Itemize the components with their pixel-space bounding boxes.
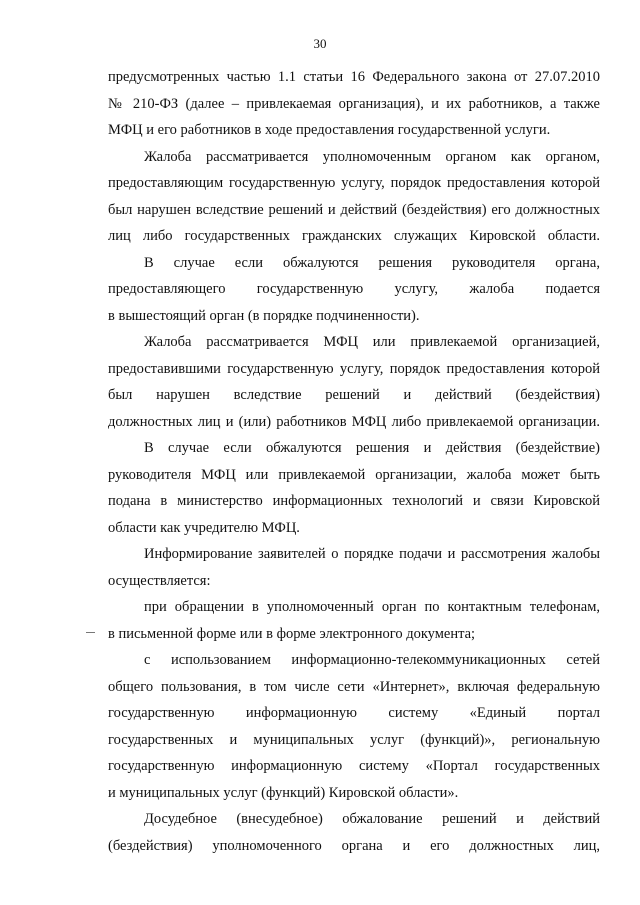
text-line: предусмотренных частью 1.1 статьи 16 Федерального закона от 27.07.2010 [108, 69, 600, 85]
text-line: был нарушен вследствие решений и действий (бездействия) [108, 387, 600, 403]
text-line: (бездействия) уполномоченного органа и его должностных лиц, [108, 838, 600, 854]
text-line: Досудебное (внесудебное) обжалование решений и действий [144, 811, 600, 827]
text-line: при обращении в уполномоченный орган по контактным телефонам, [144, 599, 600, 615]
page-number: 30 [313, 36, 327, 51]
text-line: № 210-ФЗ (далее – привлекаемая организация), и их работников, а также [108, 96, 600, 112]
text-line: предоставляющего государственную услугу, жалоба подается [108, 281, 600, 297]
text-line: области как учредителю МФЦ. [108, 520, 300, 536]
text-line: Жалоба рассматривается уполномоченным органом как органом, [144, 149, 600, 165]
text-line: предоставившими государственную услугу, порядок предоставления которой [108, 361, 600, 377]
text-line: был нарушен вследствие решений и действий (бездействия) его должностных [108, 202, 600, 218]
text-line: В случае если обжалуются решения руководителя органа, [144, 255, 600, 271]
text-line: лиц либо государственных гражданских служащих Кировской области. [108, 228, 600, 244]
text-line: в вышестоящий орган (в порядке подчиненности). [108, 308, 420, 324]
text-line: руководителя МФЦ или привлекаемой организации, жалоба может быть [108, 467, 600, 483]
text-line: государственных и муниципальных услуг (функций)», региональную [108, 732, 600, 748]
text-line: подана в министерство информационных технологий и связи Кировской [108, 493, 600, 509]
text-line: осуществляется: [108, 573, 211, 589]
text-line: государственную информационную систему «Единый портал [108, 705, 600, 721]
text-line: и муниципальных услуг (функций) Кировской области». [108, 785, 459, 801]
text-line: Информирование заявителей о порядке подачи и рассмотрения жалобы [144, 546, 600, 562]
text-line: МФЦ и его работников в ходе предоставления государственной услуги. [108, 122, 551, 138]
text-line: В случае если обжалуются решения и действия (бездействие) [144, 440, 600, 456]
text-line: предоставляющим государственную услугу, порядок предоставления которой [108, 175, 600, 191]
margin-mark [86, 632, 95, 633]
text-line: должностных лиц и (или) работников МФЦ либо привлекаемой организации. [108, 414, 600, 430]
text-line: Жалоба рассматривается МФЦ или привлекаемой организацией, [144, 334, 600, 350]
text-line: общего пользования, в том числе сети «Интернет», включая федеральную [108, 679, 600, 695]
text-line: с использованием информационно-телекоммуникационных сетей [144, 652, 600, 668]
text-line: государственную информационную систему «Портал государственных [108, 758, 600, 774]
text-line: в письменной форме или в форме электронного документа; [108, 626, 476, 642]
